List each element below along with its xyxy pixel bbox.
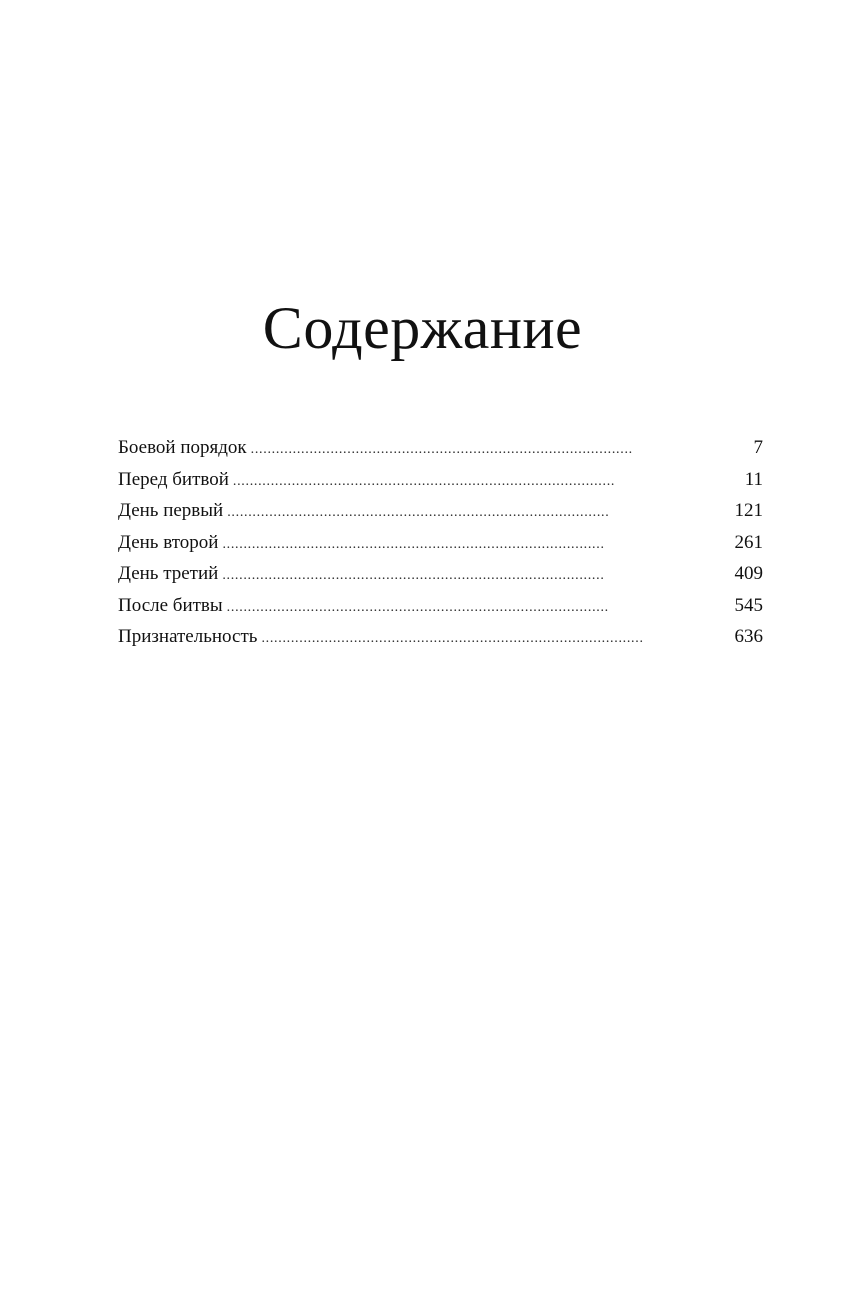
- toc-entry: [118, 495, 763, 527]
- dot-leader: [261, 623, 721, 654]
- toc-entry-title: Боевой порядок: [118, 437, 247, 458]
- toc-entry: [118, 590, 763, 622]
- dot-leader: [251, 434, 721, 465]
- dot-leader: [222, 529, 721, 560]
- dot-leader: [227, 497, 721, 528]
- toc-entry-title: Перед битвой: [118, 468, 229, 490]
- toc-entry: [118, 621, 763, 653]
- toc-heading: Содержание: [262, 295, 583, 361]
- toc-entry-title: День второй: [118, 531, 219, 553]
- dot-leader: [222, 560, 721, 591]
- dot-leader: [227, 592, 721, 623]
- toc-entry: [118, 558, 763, 590]
- toc-entry-page-number: 7: [753, 437, 763, 458]
- toc-entry-title: День третий: [118, 563, 219, 584]
- toc-entry-page-number: 121: [734, 500, 763, 521]
- dot-leader: [233, 466, 721, 497]
- table-of-contents: [118, 432, 763, 653]
- toc-entry-page-number: 11: [744, 468, 763, 490]
- toc-entry: [118, 432, 763, 464]
- toc-entry-page-number: 409: [734, 563, 763, 584]
- toc-entry: [118, 464, 763, 496]
- toc-entry: [118, 527, 763, 559]
- toc-entry-title: Признательность: [118, 626, 258, 647]
- toc-entry-page-number: 545: [734, 594, 763, 616]
- toc-entry-page-number: 636: [734, 626, 763, 647]
- toc-entry-page-number: 261: [734, 531, 763, 553]
- toc-entry-title: День первый: [118, 500, 224, 521]
- toc-entry-title: После битвы: [118, 594, 223, 616]
